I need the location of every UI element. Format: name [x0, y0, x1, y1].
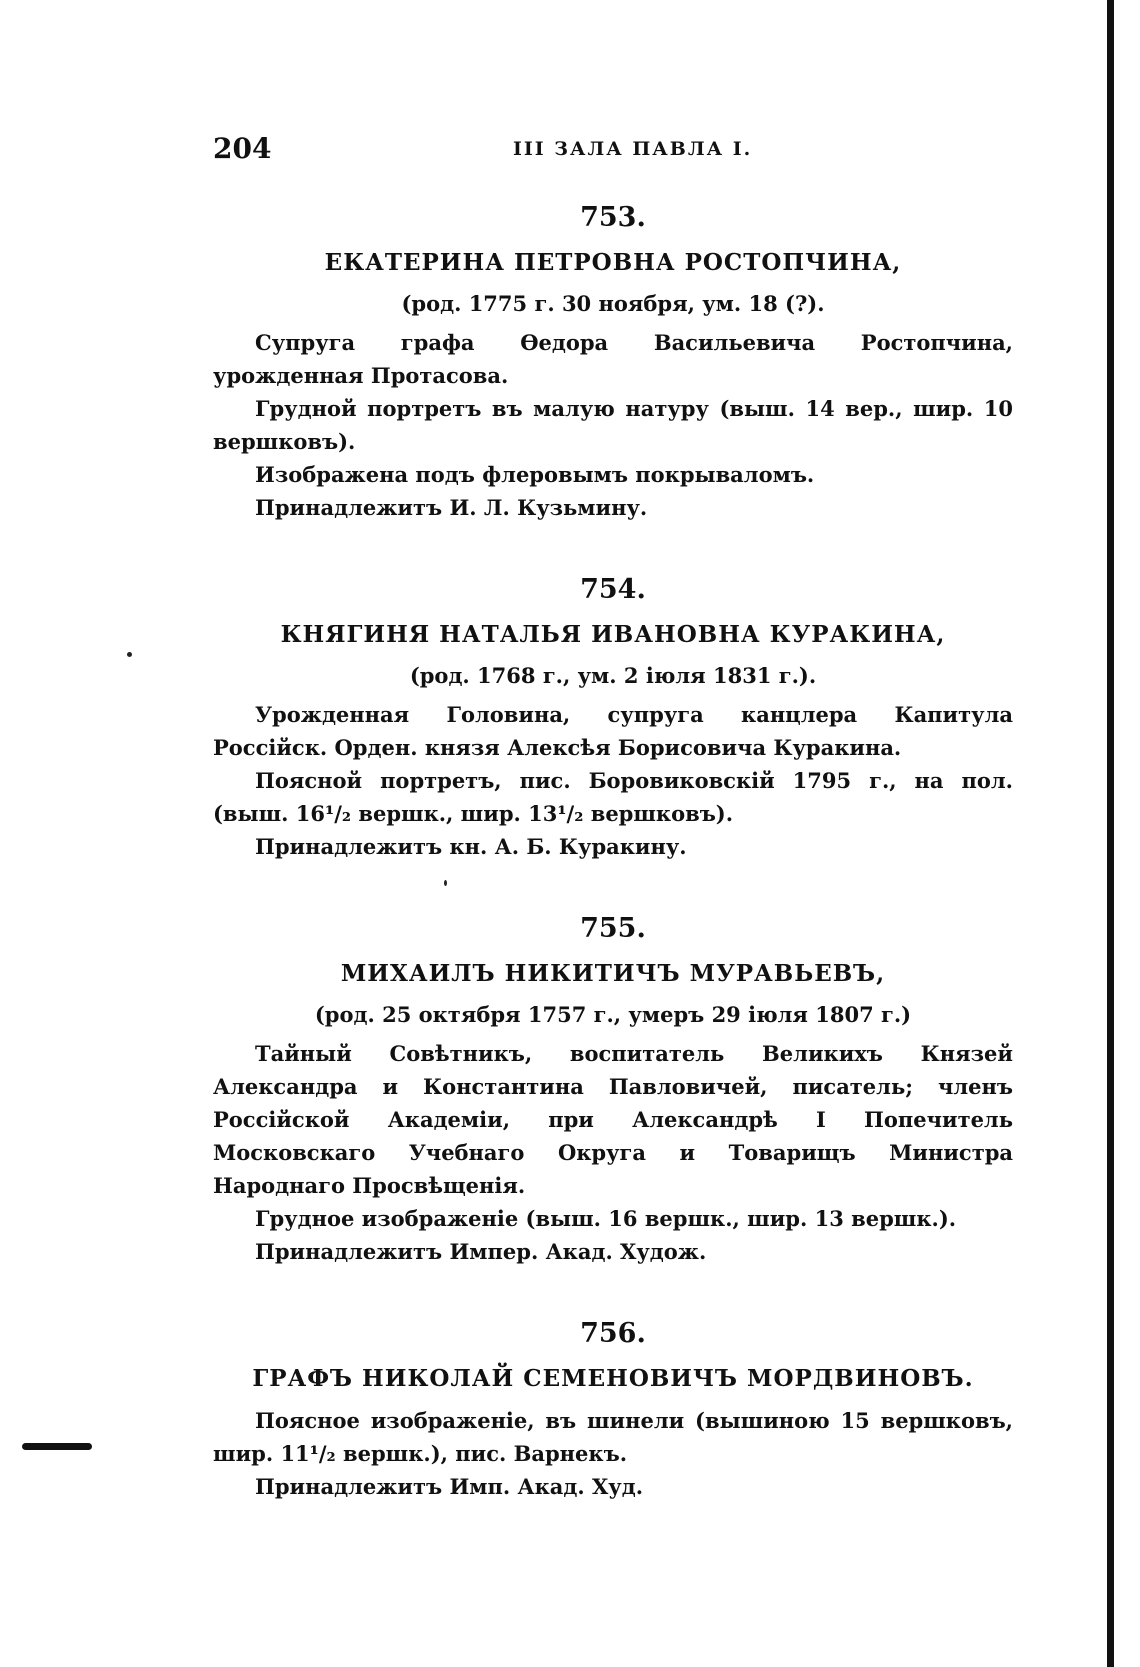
entry-paragraph: Изображена подъ флеровымъ покрываломъ. [255, 462, 815, 487]
entry-dates: (род. 25 октября 1757 г., умеръ 29 іюля 1807 г.) [314, 1002, 912, 1027]
entry-paragraph: Супруга графа Өедора Васильевича Ростопчина, урожденная Протасова. [213, 330, 1013, 388]
entry-paragraph: Урожденная Головина, супруга канцлера Капитула Россійск. Орден. князя Алексѣя Борисовича Куракина. [213, 702, 1013, 760]
catalog-entry [213, 1314, 1013, 1503]
entry-name: КНЯГИНЯ НАТАЛЬЯ ИВАНОВНА КУРАКИНА, [280, 621, 946, 648]
catalog-entries [213, 198, 1013, 1549]
entry-paragraph: Грудной портретъ въ малую натуру (выш. 14 вер., шир. 10 вершковъ). [213, 396, 1013, 454]
catalog-entry [213, 570, 1013, 863]
entry-paragraph: Принадлежитъ кн. А. Б. Куракину. [255, 834, 687, 859]
page-edge-line [1107, 0, 1114, 1667]
entry-number: 756. [580, 1318, 646, 1349]
entry-dates: (род. 1768 г., ум. 2 іюля 1831 г.). [409, 663, 817, 688]
catalog-entry [213, 909, 1013, 1268]
entry-paragraph: Поясное изображеніе, въ шинели (вышиною 15 вершковъ, шир. 11¹/₂ вершк.), пис. Варнекъ. [213, 1408, 1013, 1466]
entry-paragraph: Принадлежитъ И. Л. Кузьмину. [255, 495, 648, 520]
running-title: III ЗАЛА ПАВЛА I. [513, 138, 753, 160]
entry-name: МИХАИЛЪ НИКИТИЧЪ МУРАВЬЕВЪ, [340, 960, 886, 987]
page-header [213, 132, 1013, 172]
ink-dash-mark [22, 1443, 92, 1450]
entry-number: 755. [580, 913, 646, 944]
entry-paragraph: Грудное изображеніе (выш. 16 вершк., шир. 13 вершк.). [255, 1206, 957, 1231]
entry-name: ЕКАТЕРИНА ПЕТРОВНА РОСТОПЧИНА, [324, 249, 902, 276]
catalog-entry [213, 198, 1013, 524]
entry-name: ГРАФЪ НИКОЛАЙ СЕМЕНОВИЧЪ МОРДВИНОВЪ. [252, 1365, 974, 1392]
ink-speck [127, 652, 132, 657]
entry-paragraph: Принадлежитъ Импер. Акад. Худож. [255, 1239, 707, 1264]
entry-paragraph: Принадлежитъ Имп. Акад. Худ. [255, 1474, 644, 1499]
entry-number: 754. [580, 574, 646, 605]
entry-paragraph: Поясной портретъ, пис. Боровиковскій 1795 г., на пол. (выш. 16¹/₂ вершк., шир. 13¹/₂ вершковъ). [213, 768, 1013, 826]
entry-number: 753. [580, 202, 646, 233]
page-number: 204 [213, 132, 272, 165]
entry-dates: (род. 1775 г. 30 ноября, ум. 18 (?). [401, 291, 825, 316]
entry-paragraph: Тайный Совѣтникъ, воспитатель Великихъ Князей Александра и Константина Павловичей, писатель; членъ Россійской Академіи, при Александрѣ I Попечитель Московскаго Учебнаго Округа и Товарищъ Министра Народнаго Просвѣщенія. [213, 1041, 1013, 1198]
